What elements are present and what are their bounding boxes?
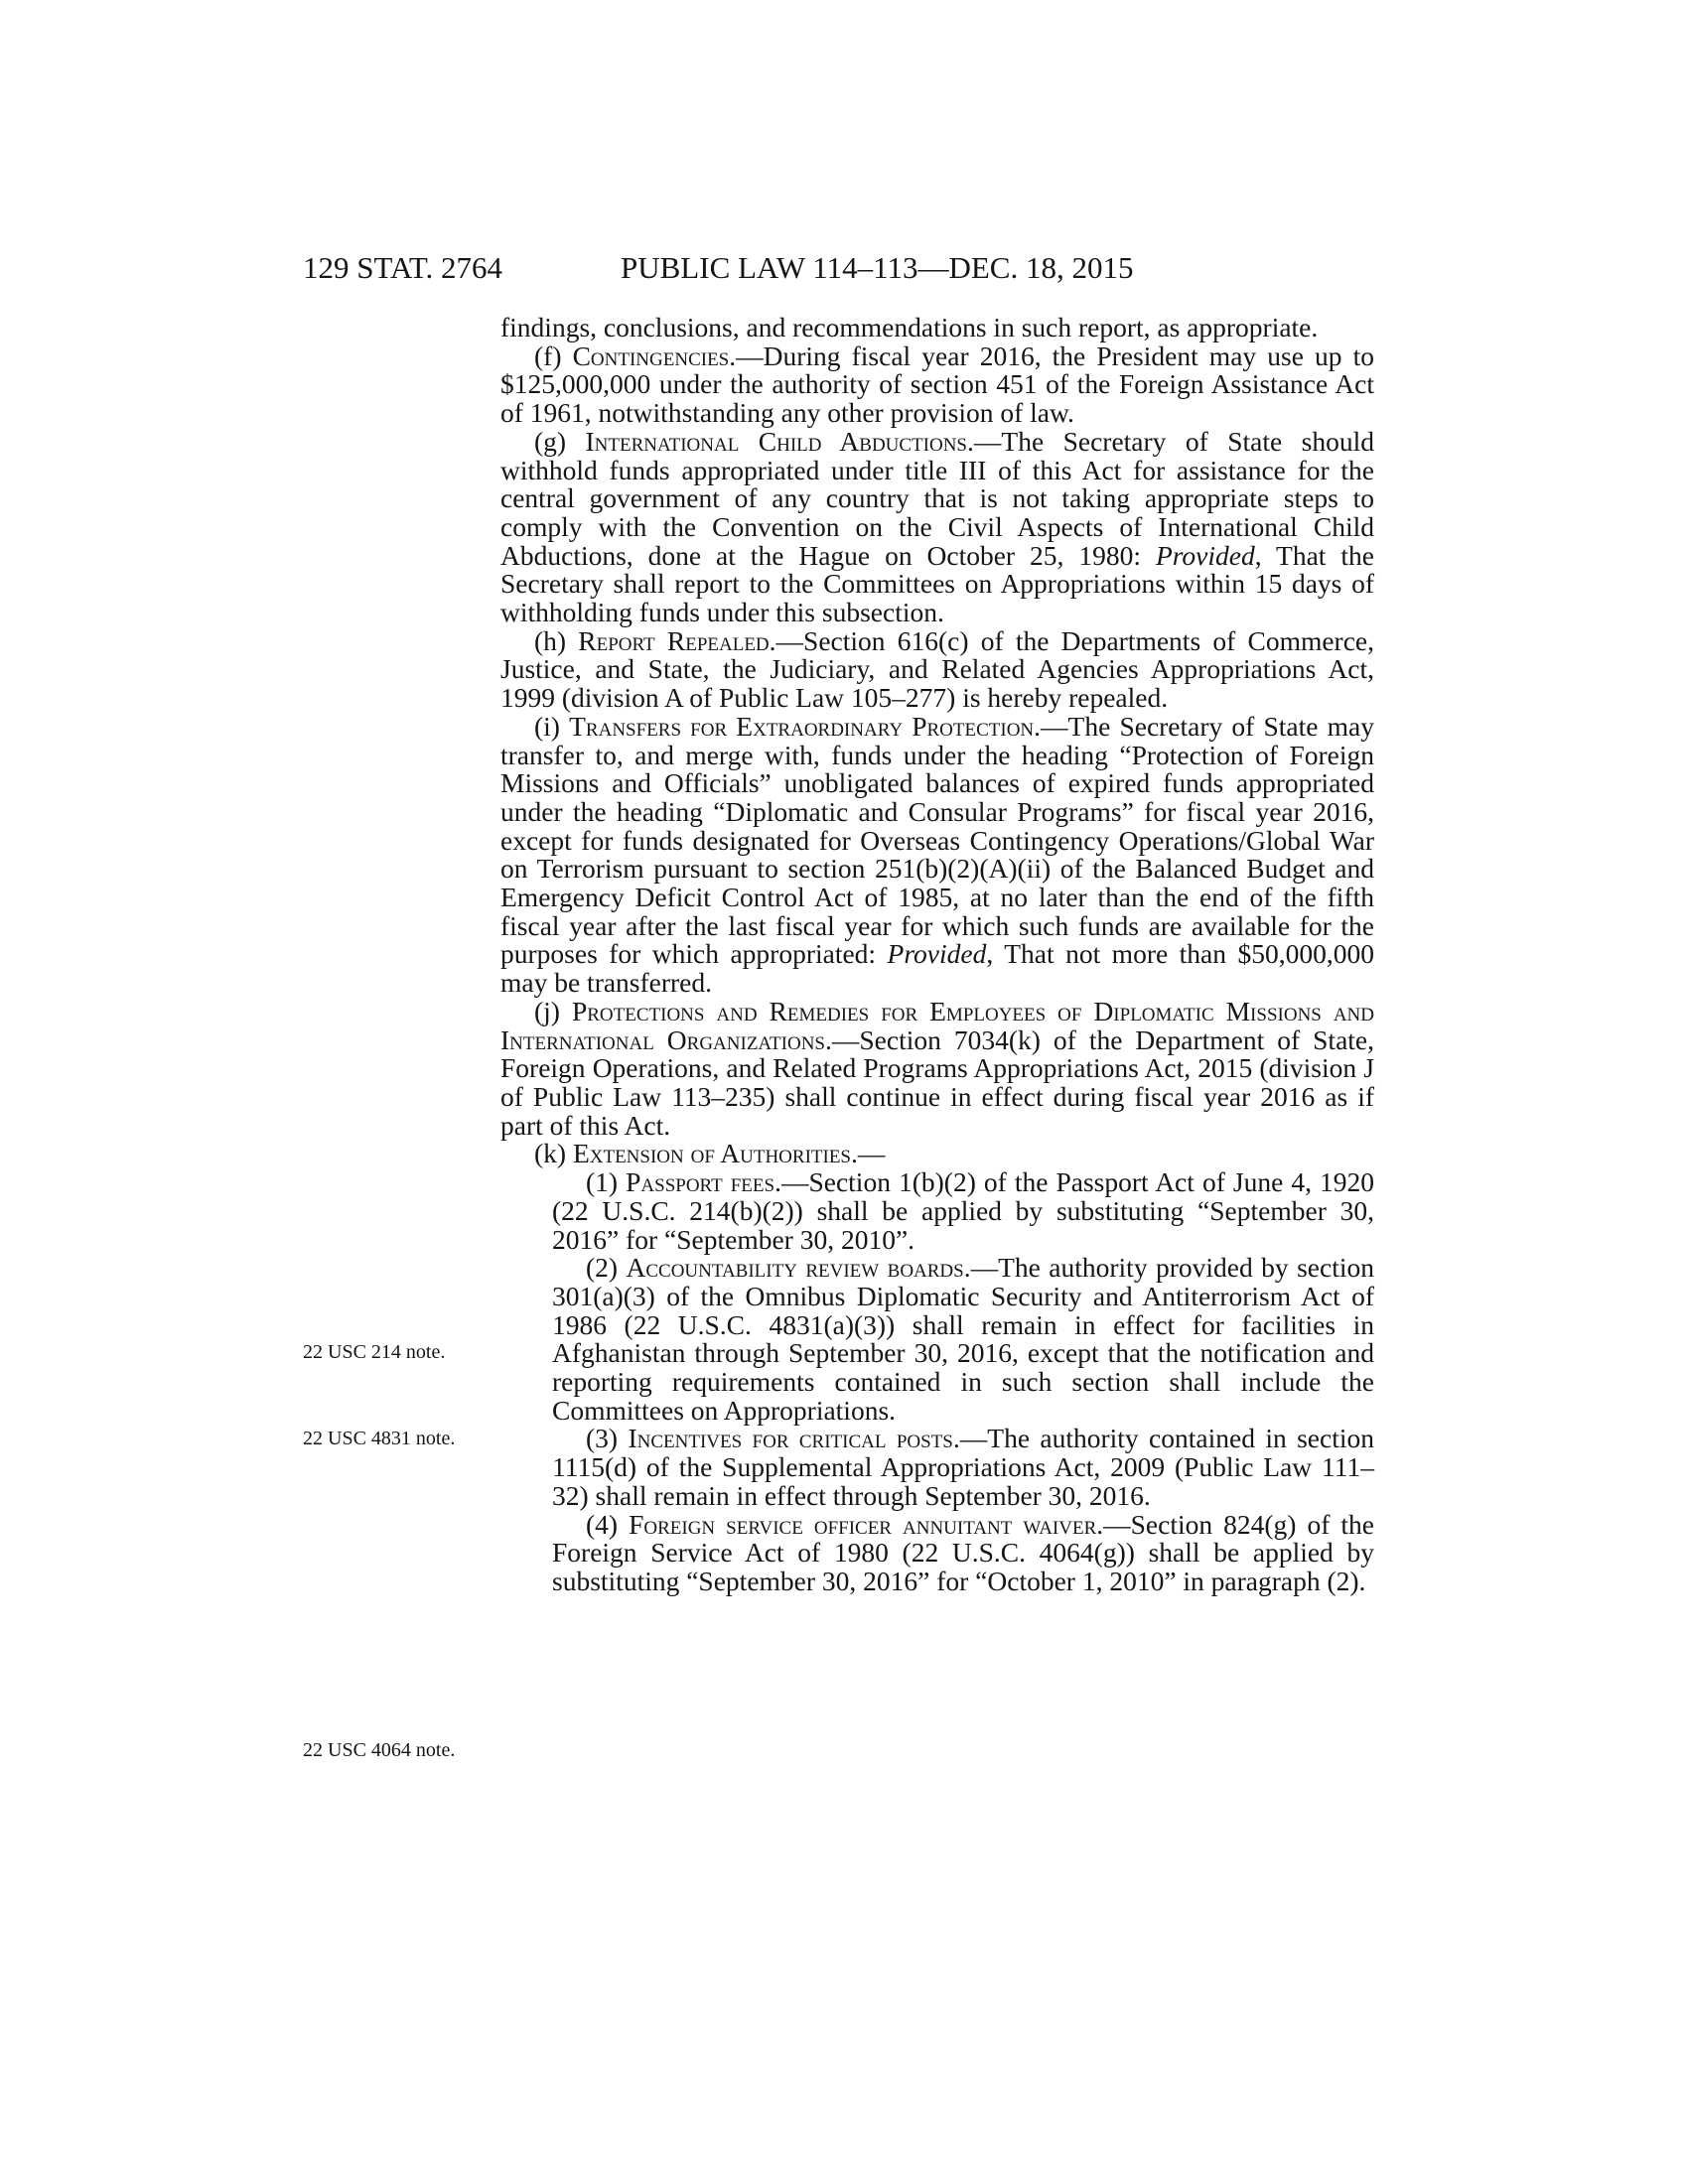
subsection-h-heading: Report Repealed.: [578, 624, 776, 656]
subsection-i: (i) Transfers for Extraordinary Protection.—The Secretary of State may transfer to, and merge with, funds under the heading “Protection of Foreign Missions and Officials” unobligated balances of expired funds appropriated under the heading “Diplomatic and Consular Programs” for fiscal year 2016, except for funds designated for Overseas Contingency Operations/Global War on Terrorism pursuant to section 251(b)(2)(A)(ii) of the Balanced Budget and Emergency Deficit Control Act of 1985, at no later than the end of the fifth fiscal year after the last fiscal year for which such funds are available for the purposes for which appropriated: Provided, That not more than $50,000,000 may be transferred.: [500, 710, 1374, 999]
page-header: [303, 248, 1216, 288]
paragraph-k-2: (2) Accountability review boards.—The authority provided by section 301(a)(3) of the Omnibus Diplomatic Security and Antiterrorism Act of 1986 (22 U.S.C. 4831(a)(3)) shall remain in effect for facilities in Afghanistan through September 30, 2016, except that the notification and reporting requirements contained in such section shall include the Committees on Appropriations.: [552, 1252, 1374, 1426]
paragraph-k-4: (4) Foreign service officer annuitant waiver.—Section 824(g) of the Foreign Service Act of 1980 (22 U.S.C. 4064(g)) shall be applied by substituting “September 30, 2016” for “October 1, 2010” in paragraph (2).: [552, 1508, 1374, 1596]
paragraph-k-2-heading: Accountability review boards.: [626, 1252, 971, 1284]
paragraph-k-1: (1) Passport fees.—Section 1(b)(2) of the Passport Act of June 4, 1920 (22 U.S.C. 214(b)(2)) shall be applied by substituting “September 30, 2016” for “September 30, 2010”.: [552, 1166, 1375, 1255]
paragraph-k-4-heading: Foreign service officer annuitant waiver.: [629, 1508, 1104, 1540]
subsection-k-heading: Extension of Authorities.: [572, 1138, 858, 1169]
subsection-g-heading: International Child Abductions.: [585, 425, 974, 457]
subsection-k-paragraphs: [500, 1168, 1374, 1596]
margin-note-22-usc-4831: 22 USC 4831 note.: [303, 1428, 456, 1449]
subsection-f: (f) Contingencies.—During fiscal year 2016, the President may use up to $125,000,000 under the authority of section 451 of the Foreign Assistance Act of 1961, notwithstanding any other provision of law.: [500, 340, 1374, 429]
subsection-k: (k) Extension of Authorities.—: [534, 1138, 886, 1169]
document-body: [500, 314, 1374, 1596]
subsection-f-heading: Contingencies.: [572, 340, 737, 371]
subsection-g: (g) International Child Abductions.—The Secretary of State should withhold funds appropriated under title III of this Act for assistance for the central government of any country that is not taking appropriate steps to comply with the Convention on the Civil Aspects of International Child Abductions, done at the Hague on October 25, 1980: Provided, That the Secretary shall report to the Committees on Appropriations within 15 days of withholding funds under this subsection.: [500, 425, 1374, 628]
paragraph-k-3: (3) Incentives for critical posts.—The authority contained in section 1115(d) of the Supplemental Appropriations Act, 2009 (Public Law 111–32) shall remain in effect through September 30, 2016.: [552, 1423, 1374, 1511]
margin-note-22-usc-214: 22 USC 214 note.: [303, 1341, 446, 1363]
subsection-i-heading: Transfers for Extraordinary Protection.: [569, 710, 1042, 742]
continued-paragraph: findings, conclusions, and recommendations in such report, as appropriate.: [500, 312, 1319, 342]
paragraph-k-1-heading: Passport fees.: [626, 1166, 781, 1198]
paragraph-k-3-heading: Incentives for critical posts.: [628, 1423, 960, 1454]
margin-note-22-usc-4064: 22 USC 4064 note.: [303, 1739, 456, 1761]
public-law-title: PUBLIC LAW 114–113—DEC. 18, 2015: [621, 250, 1134, 285]
subsection-j: (j) Protections and Remedies for Employees of Diplomatic Missions and International Organizations.—Section 7034(k) of the Department of State, Foreign Operations, and Related Programs Appropriations Act, 2015 (division J of Public Law 113–235) shall continue in effect during fiscal year 2016 as if part of this Act.: [500, 995, 1374, 1141]
subsection-j-heading: Protections and Remedies for Employees of Diplomatic Missions and International Organizations.: [500, 995, 1374, 1055]
subsection-h: (h) Report Repealed.—Section 616(c) of the Departments of Commerce, Justice, and State, the Judiciary, and Related Agencies Appropriations Act, 1999 (division A of Public Law 105–277) is hereby repealed.: [500, 624, 1374, 714]
statute-page-number: 129 STAT. 2764: [303, 250, 503, 285]
